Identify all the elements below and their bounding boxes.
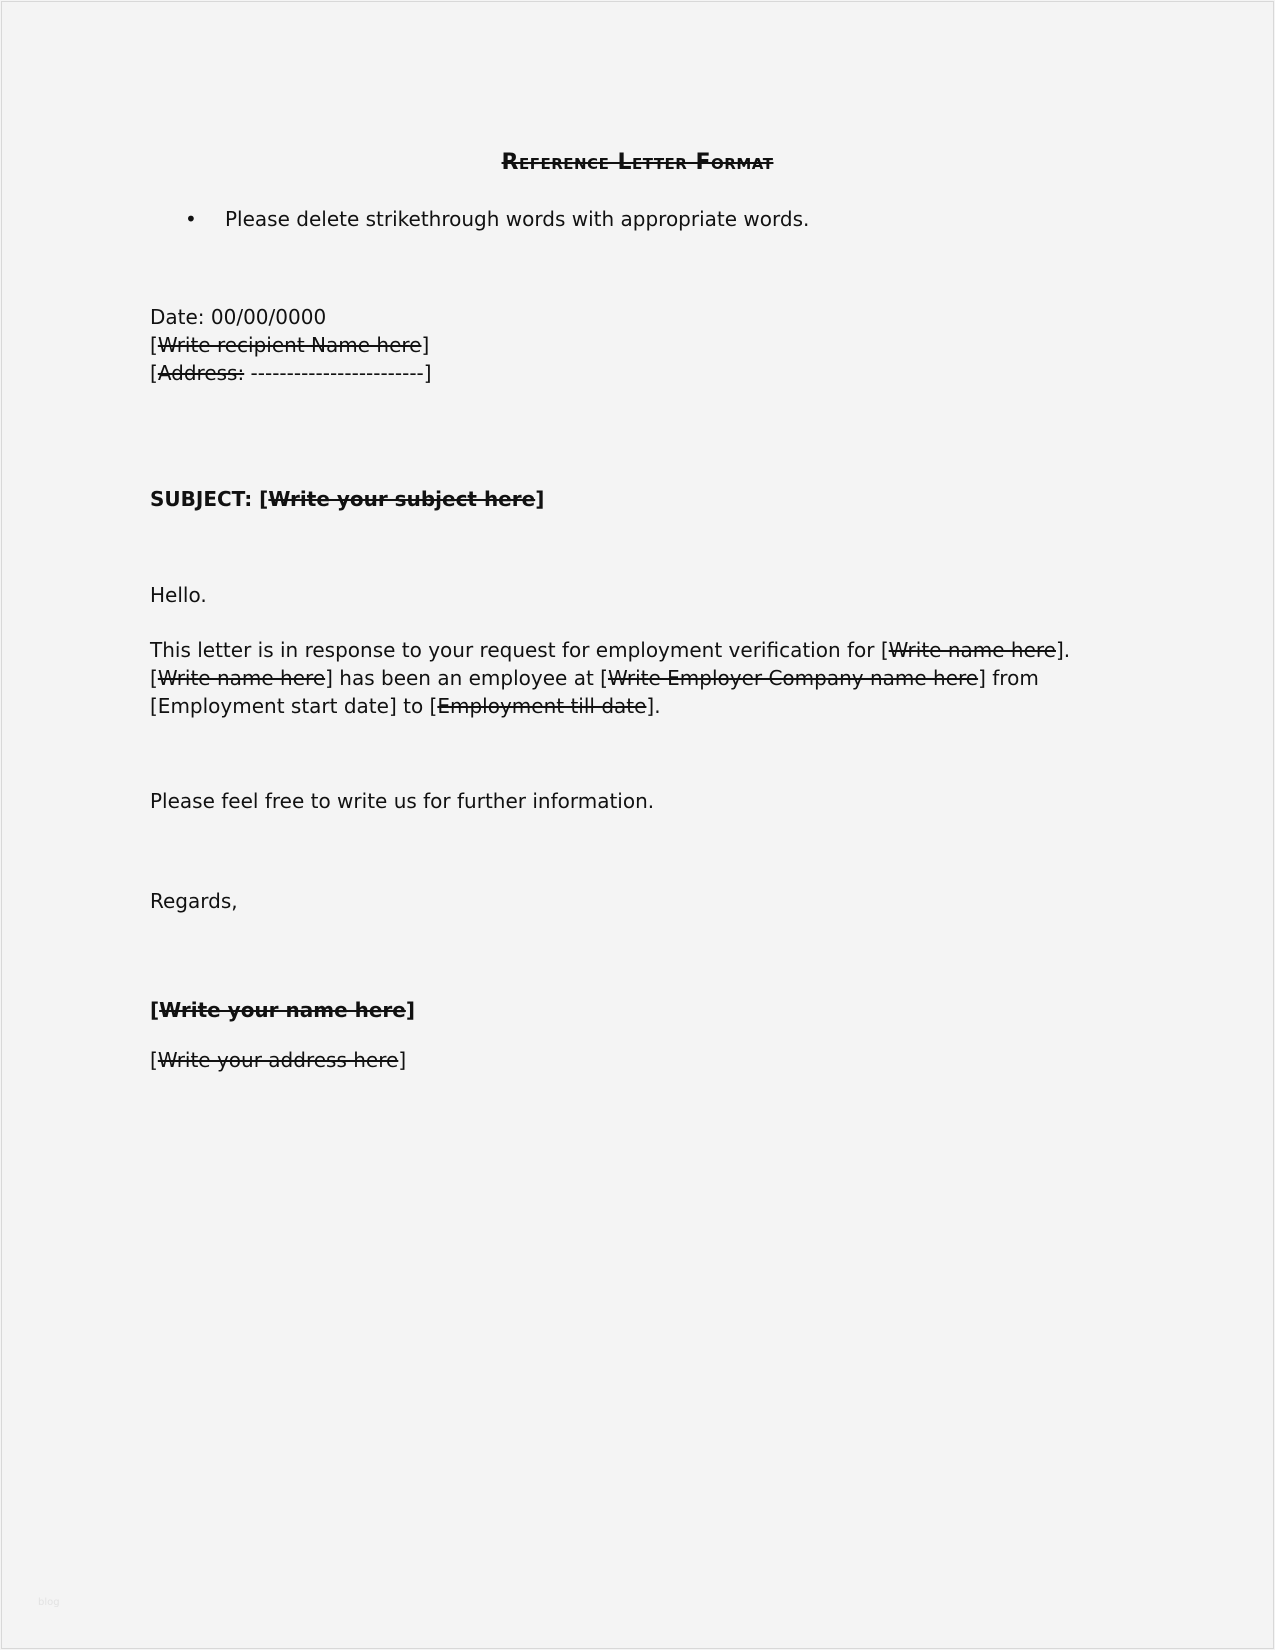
signature-line [150,996,415,1024]
subject-label: SUBJECT: [ [150,487,269,511]
document-title: Reference Letter Format [501,150,774,175]
address-dashes: ------------------------ [244,361,424,385]
address-line [150,359,432,387]
subject-placeholder: Write your subject here [268,487,536,511]
body-line-1 [150,636,1070,664]
sender-address-line [150,1046,406,1074]
body-text: [Employment start date] to [ [150,694,438,718]
bullet-icon: • [185,207,197,231]
company-placeholder: Write Employer Company name here [607,666,979,690]
bracket-open: [ [150,361,158,385]
bracket-close: ] [405,998,415,1022]
date-line: Date: 00/00/0000 [150,305,327,329]
greeting: Hello. [150,583,207,607]
bracket-open: [ [150,1048,158,1072]
instruction-text: Please delete strikethrough words with appropriate words. [225,207,810,231]
watermark: blog [38,1597,60,1608]
body-line-2 [150,664,1039,692]
recipient-line [150,331,429,359]
sender-address-placeholder: Write your address here [157,1048,399,1072]
regards: Regards, [150,889,238,913]
bracket-close: ] [398,1048,407,1072]
body-line-3 [150,692,661,720]
address-placeholder: Address: [157,361,245,385]
bracket-close: ] [535,487,545,511]
body-text: ]. [646,694,661,718]
bracket-close: ] [423,361,432,385]
signature-placeholder: Write your name here [159,998,406,1022]
closing-note: Please feel free to write us for further information. [150,789,655,813]
recipient-placeholder: Write recipient Name here [157,333,422,357]
body-text: This letter is in response to your request for employment verification for [ [150,638,889,662]
name-placeholder: Write name here [888,638,1056,662]
name-placeholder: Write name here [157,666,326,690]
bracket-open: [ [150,333,158,357]
body-text: ] from [978,666,1039,690]
bracket-open: [ [150,666,158,690]
body-text: ]. [1055,638,1071,662]
subject-line [150,485,544,513]
page-border [1,1,1274,1649]
instruction-item [185,207,809,231]
bracket-open: [ [150,998,160,1022]
body-text: ] has been an employee at [ [325,666,608,690]
end-date-placeholder: Employment till date [437,694,647,718]
bracket-close: ] [421,333,430,357]
